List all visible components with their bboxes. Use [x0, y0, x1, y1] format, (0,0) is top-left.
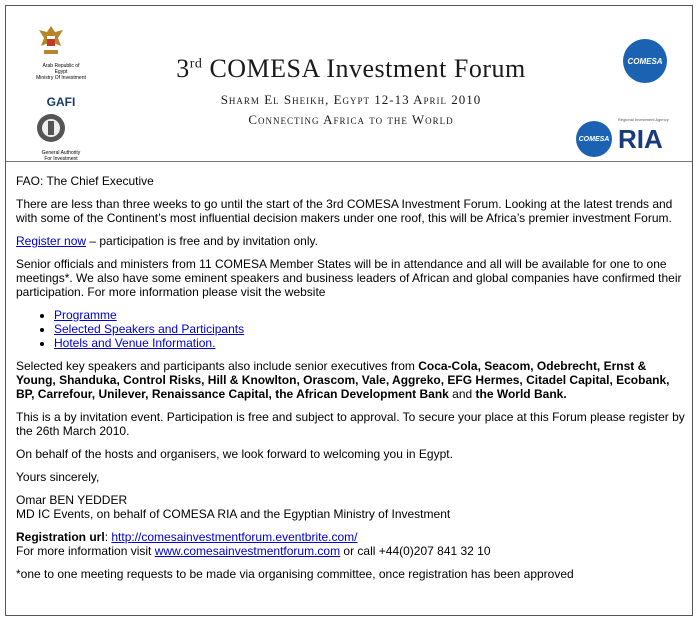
- signature-name: Omar BEN YEDDER: [16, 493, 128, 507]
- signature: [16, 493, 686, 521]
- closing: Yours sincerely,: [16, 470, 100, 484]
- forum-location: Sharm El Sheikh, Egypt 12-13 April 2010: [220, 92, 482, 107]
- list-item: [54, 336, 686, 350]
- gafi-label: GAFI: [43, 95, 79, 111]
- list-item: [54, 308, 686, 322]
- programme-link[interactable]: Programme: [54, 308, 117, 322]
- banner-header: [6, 6, 692, 162]
- egypt-caption-2: Ministry Of Investment: [36, 75, 86, 81]
- senior-paragraph: Senior officials and ministers from 11 COMESA Member States will be in attendance and all will be available for one to one meetings*. We also have some eminent speakers and business leaders of African and global companies have confirmed their participation. For more information please visit the website: [16, 257, 682, 299]
- intro-paragraph: There are less than three weeks to go until the start of the 3rd COMESA Investment Forum. Looking at the latest trends and with some of the Continent’s most influential decision makers under one roof, this will be Africa’s premier investment Forum.: [16, 197, 673, 225]
- gafi-caption-1: General Authority: [41, 150, 81, 156]
- egypt-eagle-emblem-icon: [36, 24, 66, 58]
- signature-title: MD IC Events, on behalf of COMESA RIA and the Egyptian Ministry of Investment: [16, 507, 451, 521]
- hotels-link[interactable]: Hotels and Venue Information.: [54, 336, 216, 350]
- website-links-list: [16, 308, 686, 350]
- invitation-paragraph: This is a by invitation event. Participation is free and subject to approval. To secure your place at this Forum please register by the 26th March 2010.: [16, 410, 685, 438]
- registration-info: Registration url: http://comesainvestmentforum.eventbrite.com/ For more information visit www.comesainvestmentforum.com or call +44(0)207 841 32 10: [16, 530, 491, 558]
- behalf-paragraph: On behalf of the hosts and organisers, we look forward to welcoming you in Egypt.: [16, 447, 453, 461]
- footnote: *one to one meeting requests to be made via organising committee, once registration has been approved: [16, 567, 574, 581]
- forum-title-block: [126, 54, 576, 128]
- speakers-link[interactable]: Selected Speakers and Participants: [54, 322, 245, 336]
- register-now-link[interactable]: Register now: [16, 234, 87, 248]
- gafi-caption-2: For Investment: [44, 156, 78, 162]
- egypt-caption-1: Arab Republic of Egypt: [42, 63, 80, 75]
- ria-logo: RIA: [618, 124, 663, 154]
- ria-caption: Regional Investment Agency: [618, 117, 669, 122]
- comesa-logo-icon: COMESA: [623, 39, 667, 83]
- register-paragraph: Register now – participation is free and by invitation only.: [16, 234, 318, 248]
- comesa-small-logo-icon: COMESA: [576, 121, 612, 157]
- forum-tagline: Connecting Africa to the World: [248, 112, 454, 127]
- gafi-emblem-icon: [36, 113, 66, 143]
- speakers-paragraph: Selected key speakers and participants also include senior executives from Coca-Cola, Seacom, Odebrecht, Ernst & Young, Shanduka, Control Risks, Hill & Knowlton, Orascom, Vale, Aggreko, EFG Hermes, Citadel Capital, Ecobank, BP, Carrefour, Unilever, Renaissance Capital, the African Development Bank and the World Bank.: [16, 359, 670, 401]
- fao-line: FAO: The Chief Executive: [16, 174, 154, 188]
- registration-url-link[interactable]: http://comesainvestmentforum.eventbrite.com/: [111, 530, 358, 544]
- email-body: [16, 174, 686, 590]
- list-item: [54, 322, 686, 336]
- forum-title: 3rd COMESA Investment Forum: [176, 54, 526, 83]
- left-logos: [36, 24, 86, 162]
- website-link[interactable]: www.comesainvestmentforum.com: [154, 544, 341, 558]
